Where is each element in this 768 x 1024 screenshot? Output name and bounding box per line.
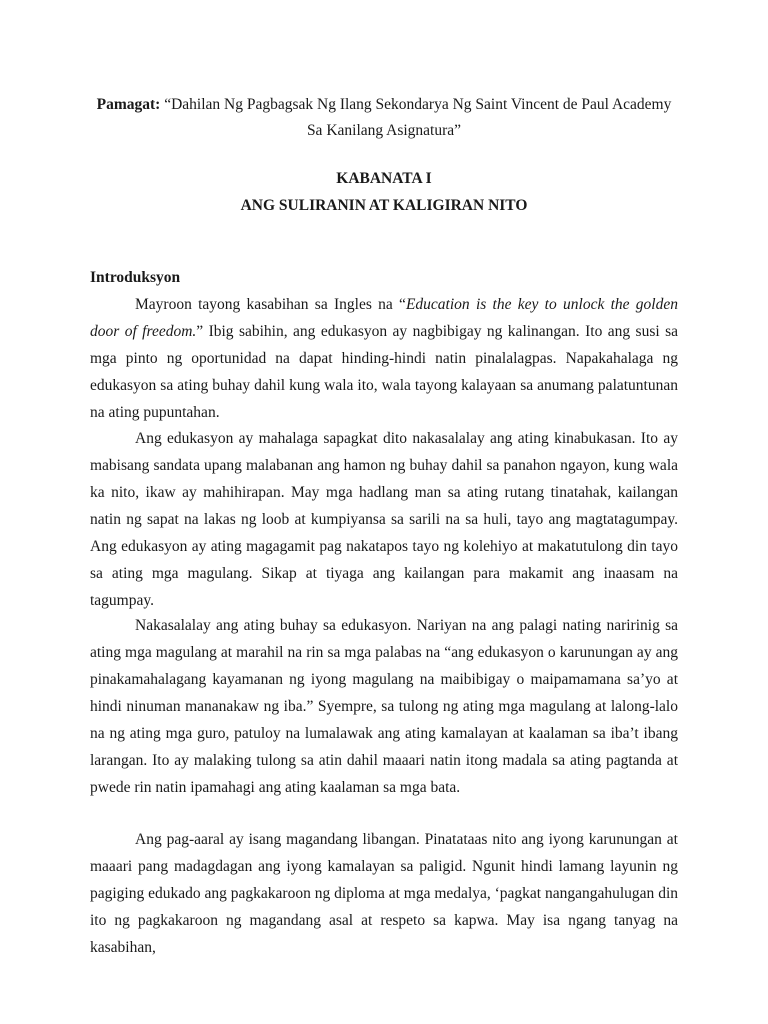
paragraph-1-quote: Education is the key to unlock the golden door of freedom. — [90, 296, 678, 340]
section-heading: Introduksyon — [90, 269, 181, 286]
paragraph-3: Nakasalalay ang ating buhay sa edukasyon. Nariyan na ang palagi nating naririnig sa ating mga magulang at marahil na rin sa mga palabas na “ang edukasyon o karunungan ay ang pinakamahalagang kayamanan ng iyong magulang na maibibigay o maipamamana sa’yo at hindi ninuman mananakaw ng iba.” Syempre, sa tulong ng ating mga magulang at lalong-lalo na ng ating mga guro, patuloy na lumalawak ang ating kamalayan at kaalaman sa iba’t ibang larangan. Ito ay malaking tulong sa atin dahil maaari natin itong madala sa ating pagtanda at pwede rin natin ipamahagi ang ating kaalaman sa mga bata. — [90, 617, 678, 796]
chapter-number: KABANATA I — [336, 170, 432, 187]
document-title — [90, 92, 678, 144]
chapter-name: ANG SULIRANIN AT KALIGIRAN NITO — [240, 197, 528, 214]
title-text: “Dahilan Ng Pagbagsak Ng Ilang Sekondarya Ng Saint Vincent de Paul Academy Sa Kanilang Asignatura” — [164, 96, 672, 139]
paragraph-1-intro: Mayroon tayong kasabihan sa Ingles na “ — [135, 296, 406, 313]
paragraph-2: Ang edukasyon ay mahalaga sapagkat dito nakasalalay ang ating kinabukasan. Ito ay mabisang sandata upang malabanan ang hamon ng buhay dahil sa panahon ngayon, kung wala ka nito, ikaw ay mahihirapan. May mga hadlang man sa ating rutang tinatahak, kailangan natin ng sapat na lakas ng loob at kumpiyansa sa sarili na sa huli, tayo ang magtatagumpay. Ang edukasyon ay ating magagamit pag nakatapos tayo ng kolehiyo at makatutulong din tayo sa ating mga magulang. Sikap at tiyaga ang kailangan para makamit ang inaasam na tagumpay. — [90, 430, 678, 609]
paragraph-4: Ang pag-aaral ay isang magandang libangan. Pinatataas nito ang iyong karunungan at maaari pang madagdagan ang iyong kamalayan sa paligid. Ngunit hindi lamang layunin ng pagiging edukado ang pagkakaroon ng diploma at mga medalya, ‘pagkat nangangahulugan din ito ng pagkakaroon ng magandang asal at respeto sa kapwa. May isa ngang tanyag na kasabihan, — [90, 831, 678, 956]
title-label: Pamagat: — [96, 96, 161, 113]
paragraph-1-rest: ” Ibig sabihin, ang edukasyon ay nagbibigay ng kalinangan. Ito ang susi sa mga pinto ng oportunidad na dapat hinding-hindi natin pinalalagpas. Napakahalaga ng edukasyon sa ating buhay dahil kung wala ito, wala tayong kalayaan sa anumang palatuntunan na ating pupuntahan. — [90, 323, 678, 421]
paragraph-1 — [90, 291, 678, 426]
